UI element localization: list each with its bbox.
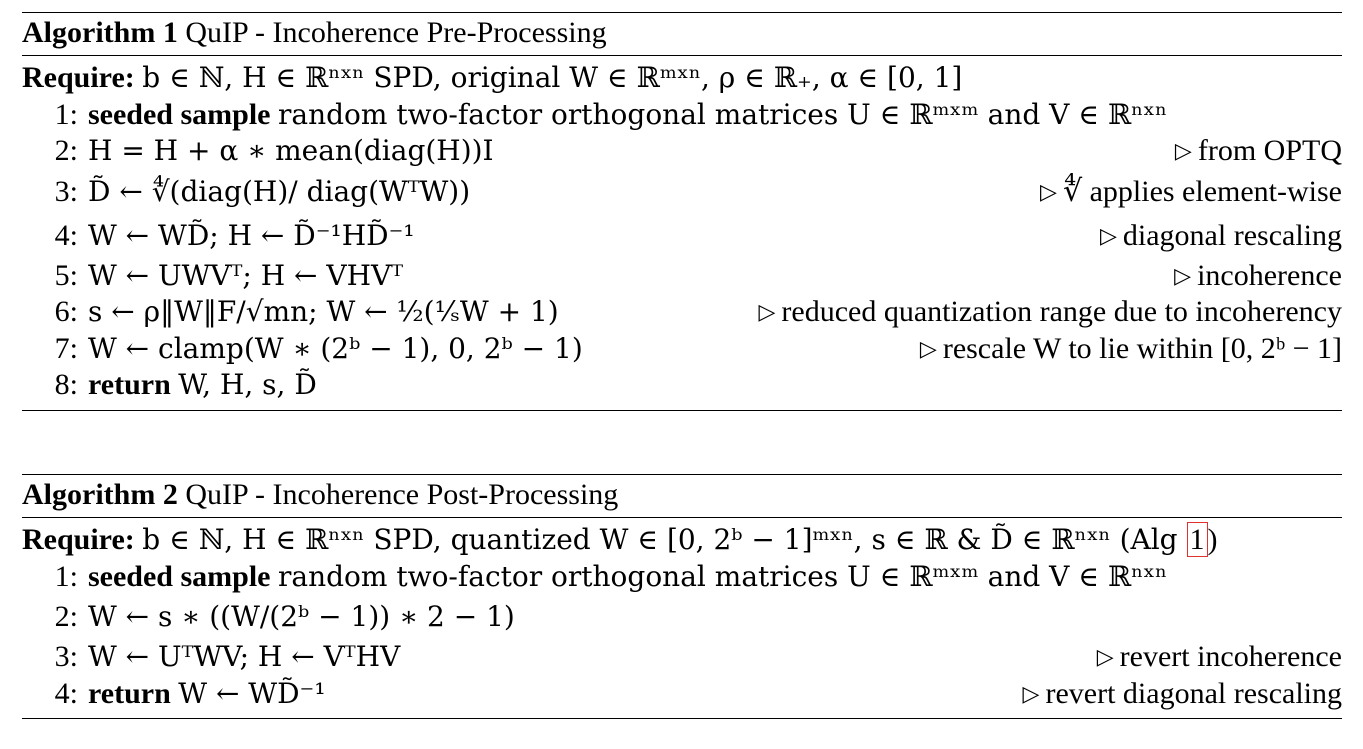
- algorithm-name: QuIP - Incoherence Post-Processing: [185, 478, 619, 511]
- step-comment: [920, 331, 1342, 367]
- step-number: 1:: [54, 559, 78, 593]
- require-text: b ∈ ℕ, H ∈ ℝⁿˣⁿ SPD, quantized W ∈ [0, 2ᵇ − 1]ᵐˣⁿ, s ∈ ℝ & D̃ ∈ ℝⁿˣⁿ (Alg: [142, 523, 1187, 556]
- step-line: [22, 595, 1342, 639]
- step-number: 7:: [54, 331, 78, 365]
- step-statement: W ← UᵀWV; H ← VᵀHV: [88, 640, 401, 673]
- comment-text: reduced quantization range due to incoherency: [781, 295, 1342, 328]
- comment-triangle-icon: ▷: [758, 299, 776, 324]
- bottom-rule: [22, 410, 1342, 411]
- algorithm-label: Algorithm 1: [22, 16, 178, 49]
- step-comment: [1100, 214, 1342, 258]
- step-statement: H = H + α ∗ mean(diag(H))I: [88, 134, 494, 167]
- step-keyword: seeded sample: [88, 559, 271, 593]
- require-line: [22, 522, 1342, 559]
- step-number: 6:: [54, 295, 78, 328]
- algorithm-1-block: [22, 12, 1342, 411]
- step-line: [22, 133, 1342, 170]
- step-line: [22, 294, 1342, 331]
- step-keyword: return: [88, 368, 171, 401]
- comment-triangle-icon: ▷: [1174, 262, 1192, 288]
- algorithm-label: Algorithm 2: [22, 478, 178, 511]
- comment-text: revert incoherence: [1119, 640, 1342, 673]
- step-statement: W ← s ∗ ((W/(2ᵇ − 1)) ∗ 2 − 1): [88, 600, 515, 633]
- comment-triangle-icon: ▷: [1022, 680, 1040, 706]
- comment-text: incoherence: [1197, 258, 1342, 292]
- comment-text: ∜ applies element-wise: [1062, 174, 1342, 208]
- step-number: 4:: [54, 676, 78, 710]
- step-statement: s ← ρ‖W‖F/√mn; W ← ½(¹⁄ₛW + 1): [88, 295, 559, 328]
- step-line: [22, 559, 1342, 596]
- step-keyword: return: [88, 676, 171, 710]
- step-number: 5:: [54, 258, 78, 292]
- step-comment: [1174, 258, 1342, 294]
- bottom-rule: [22, 718, 1342, 719]
- step-line: [22, 676, 1342, 713]
- comment-triangle-icon: ▷: [1099, 222, 1117, 248]
- require-label: Require:: [22, 61, 135, 94]
- algorithm-name: QuIP - Incoherence Pre-Processing: [185, 16, 607, 49]
- step-statement: random two-factor orthogonal matrices U ∈ ℝᵐˣᵐ and V ∈ ℝⁿˣⁿ: [278, 97, 1168, 131]
- require-label: Require:: [22, 523, 135, 556]
- step-statement: D̃ ← ∜(diag(H)/ diag(WᵀW)): [88, 174, 471, 208]
- step-number: 3:: [54, 174, 78, 208]
- step-comment: [1023, 676, 1342, 712]
- step-line: [22, 367, 1342, 404]
- step-statement: W ← UWVᵀ; H ← VHVᵀ: [88, 258, 404, 292]
- step-statement: random two-factor orthogonal matrices U ∈ ℝᵐˣᵐ and V ∈ ℝⁿˣⁿ: [278, 559, 1168, 593]
- comment-triangle-icon: ▷: [1174, 138, 1192, 163]
- comment-text: diagonal rescaling: [1122, 218, 1342, 252]
- step-line: [22, 214, 1342, 258]
- require-text: b ∈ ℕ, H ∈ ℝⁿˣⁿ SPD, original W ∈ ℝᵐˣⁿ, ρ ∈ ℝ₊, α ∈ [0, 1]: [142, 61, 963, 94]
- step-comment: [758, 294, 1342, 330]
- algorithm-1-steps: [22, 97, 1342, 404]
- step-number: 4:: [54, 218, 78, 252]
- step-comment: [1040, 170, 1342, 214]
- comment-triangle-icon: ▷: [919, 335, 937, 361]
- step-number: 8:: [54, 368, 78, 401]
- step-statement: W ← WD̃⁻¹: [178, 676, 326, 710]
- algorithm-1-title: [22, 13, 1342, 55]
- step-number: 2:: [54, 134, 78, 167]
- step-comment: [1097, 639, 1342, 675]
- comment-text: revert diagonal rescaling: [1045, 676, 1342, 710]
- algorithm-2-title: [22, 475, 1342, 517]
- require-close: ): [1207, 523, 1218, 556]
- comment-triangle-icon: ▷: [1040, 178, 1057, 204]
- step-line: [22, 170, 1342, 214]
- algorithm-2-block: [22, 474, 1342, 719]
- comment-triangle-icon: ▷: [1096, 644, 1114, 669]
- algorithm-2-steps: [22, 559, 1342, 713]
- step-line: [22, 97, 1342, 134]
- step-line: [22, 331, 1342, 368]
- step-number: 3:: [54, 640, 78, 673]
- step-line: [22, 639, 1342, 676]
- step-statement: W ← WD̃; H ← D̃⁻¹HD̃⁻¹: [88, 218, 415, 252]
- comment-text: from OPTQ: [1197, 134, 1342, 167]
- comment-text: rescale W to lie within [0, 2ᵇ − 1]: [942, 331, 1342, 365]
- step-comment: [1175, 133, 1342, 169]
- algorithm-reference-link[interactable]: 1: [1187, 522, 1208, 557]
- step-statement: W, H, s, D̃: [178, 368, 317, 401]
- require-line: [22, 60, 1342, 97]
- step-keyword: seeded sample: [88, 97, 271, 131]
- step-number: 1:: [54, 97, 78, 131]
- step-number: 2:: [54, 600, 78, 633]
- step-line: [22, 258, 1342, 295]
- step-statement: W ← clamp(W ∗ (2ᵇ − 1), 0, 2ᵇ − 1): [88, 331, 583, 365]
